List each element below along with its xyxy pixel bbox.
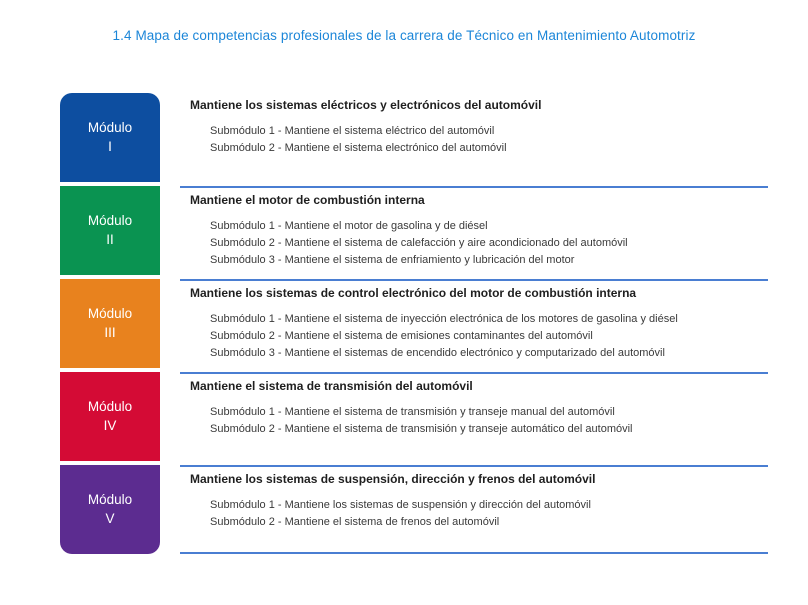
module-word: Módulo	[87, 398, 133, 414]
module-word: Módulo	[87, 305, 133, 321]
module-label	[88, 305, 132, 343]
submodule-item: Submódulo 1 - Mantiene el sistema eléctrico del automóvil	[210, 125, 495, 137]
module-row	[60, 372, 768, 461]
submodule-item: Submódulo 2 - Mantiene el sistema de calefacción y aire acondicionado del automóvil	[210, 237, 628, 249]
module-label	[88, 491, 132, 529]
module-row	[60, 93, 768, 182]
module-numeral: I	[108, 138, 112, 154]
module-box	[60, 372, 160, 461]
submodule-item: Submódulo 3 - Mantiene el sistemas de encendido electrónico y computarizado del automóvil	[210, 347, 665, 359]
module-row	[60, 465, 768, 554]
module-box	[60, 465, 160, 554]
competency-title: Mantiene los sistemas eléctricos y electrónicos del automóvil	[190, 98, 542, 112]
module-numeral: II	[106, 231, 114, 247]
submodule-item: Submódulo 2 - Mantiene el sistema de emisiones contaminantes del automóvil	[210, 330, 593, 342]
submodule-list	[190, 311, 768, 362]
submodule-list	[190, 404, 768, 438]
competency-title: Mantiene el motor de combustión interna	[190, 193, 425, 207]
module-box	[60, 186, 160, 275]
competency-title: Mantiene el sistema de transmisión del automóvil	[190, 379, 473, 393]
submodule-list	[190, 123, 768, 157]
module-numeral: III	[104, 324, 116, 340]
submodule-item: Submódulo 1 - Mantiene el sistema de inyección electrónica de los motores de gasolina y diésel	[210, 313, 678, 325]
submodule-item: Submódulo 3 - Mantiene el sistema de enfriamiento y lubricación del motor	[210, 254, 575, 266]
module-content	[180, 93, 768, 182]
module-label	[88, 398, 132, 436]
module-word: Módulo	[87, 491, 133, 507]
submodule-item: Submódulo 1 - Mantiene el sistema de transmisión y transeje manual del automóvil	[210, 406, 615, 418]
module-numeral: V	[105, 510, 115, 526]
module-label	[88, 119, 132, 157]
page-title: 1.4 Mapa de competencias profesionales de la carrera de Técnico en Mantenimiento Automotriz	[112, 28, 696, 43]
submodule-item: Submódulo 2 - Mantiene el sistema de frenos del automóvil	[210, 516, 500, 528]
module-content	[180, 372, 768, 461]
submodule-item: Submódulo 2 - Mantiene el sistema de transmisión y transeje automático del automóvil	[210, 423, 633, 435]
submodule-item: Submódulo 1 - Mantiene los sistemas de suspensión y dirección del automóvil	[210, 499, 591, 511]
module-label	[88, 212, 132, 250]
submodule-item: Submódulo 1 - Mantiene el motor de gasolina y de diésel	[210, 220, 488, 232]
competency-title: Mantiene los sistemas de control electrónico del motor de combustión interna	[190, 286, 637, 300]
competency-map	[60, 93, 768, 558]
module-row	[60, 186, 768, 275]
module-content	[180, 279, 768, 368]
competency-title: Mantiene los sistemas de suspensión, dirección y frenos del automóvil	[190, 472, 596, 486]
submodule-item: Submódulo 2 - Mantiene el sistema electrónico del automóvil	[210, 142, 507, 154]
module-numeral: IV	[103, 417, 117, 433]
module-content	[180, 465, 768, 554]
module-content	[180, 186, 768, 275]
module-row	[60, 279, 768, 368]
module-box	[60, 93, 160, 182]
submodule-list	[190, 218, 768, 269]
submodule-list	[190, 497, 768, 531]
module-word: Módulo	[87, 119, 133, 135]
module-box	[60, 279, 160, 368]
module-word: Módulo	[87, 212, 133, 228]
